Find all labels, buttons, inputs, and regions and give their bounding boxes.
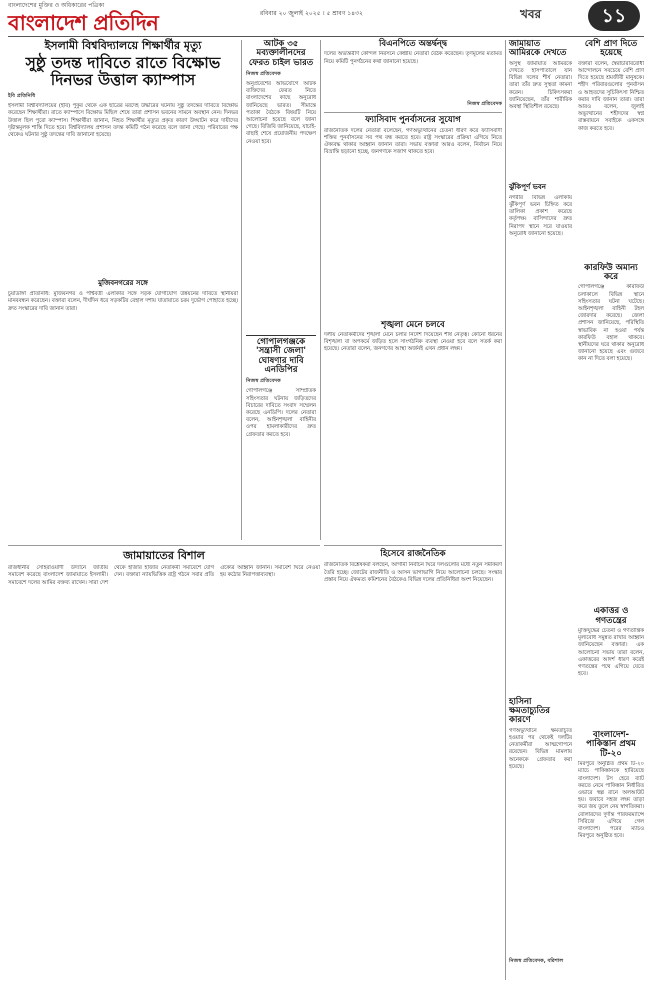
column-divider <box>241 40 242 540</box>
center-mid-headline: ফ্যাসিবাদ পুনর্বাসনের সুযোগ <box>365 115 461 126</box>
column-divider <box>320 40 321 540</box>
section-name: খবর <box>520 7 542 21</box>
newspaper-logo: বাংলাদেশ প্রতিদিন <box>8 11 159 35</box>
center-low-headline: শৃঙ্খলা মেনে চলবে <box>381 319 445 330</box>
ekattor-headline: একাত্তর ও গণতন্ত্রের <box>593 606 629 626</box>
gopalganj-body: গোপালগঞ্জে সাম্প্রতিক সহিংসতার ঘটনায় জড়িতদের বিচারের দাবিতে সংবাদ সম্মেলন করেছে এনডিপি। দলের নেতারা বলেন, আইনশৃঙ্খলা বাহিনীর ওপর হামলাকারীদের দ্রুত গ্রেফতার করতে হবে। <box>246 388 316 438</box>
masthead-tagline: বাংলাদেশের মুক্তির ও অধিকারের পত্রিকা <box>8 2 105 9</box>
center-bottom-story <box>324 550 502 967</box>
jamaat-story <box>8 550 320 970</box>
jamaat-body: রাজধানীর সোহরাওয়ার্দী উদ্যানে জাতীয় সমাবেশ করেছে বাংলাদেশ জামায়াতে ইসলামী। সমাবেশে দলের আমির বক্তব্য রাখেন। সারা দেশ থেকে হাজার হাজার নেতাকর্মী সমাবেশে যোগ দেন। বক্তারা ন্যায়ভিত্তিক রাষ্ট্র গঠনে সবার প্রতি ঐক্যের আহ্বান জানান। সমাবেশ ঘিরে নেওয়া হয় কঠোর নিরাপত্তাব্যবস্থা। <box>8 565 320 586</box>
hasina-byline: নিজস্ব প্রতিবেদক, বরিশাল <box>509 957 564 964</box>
col2-byline: নিজস্ব প্রতিবেদক <box>246 71 281 78</box>
lead-body: ইসলামী বিশ্ববিদ্যালয়ের (ইবি) পুকুর থেকে এক ছাত্রের মরদেহ উদ্ধারের ঘটনায় সুষ্ঠু তদন্তের দাবিতে বিক্ষোভ করেছেন শিক্ষার্থীরা। রাতে ক্যাম্পাসে বিক্ষোভ মিছিল শেষে তারা প্রশাসন ভবনের সামনে অবস্থান নেন। দিনভর উত্তাল ছিল পুরো ক্যাম্পাস। শিক্ষার্থীরা জানান, নিহত শিক্ষার্থীর মৃত্যুর প্রকৃত কারণ উদ্ঘাটন করে দায়ীদের দৃষ্টান্তমূলক শাস্তি দিতে হবে। বিশ্ববিদ্যালয় প্রশাসন তদন্ত কমিটি গঠন করেছে বলে জানা গেছে। পরিবারের পক্ষ থেকেও ঘটনার সুষ্ঠু তদন্তের দাবি জানানো হয়েছে। <box>8 103 238 138</box>
center-bottom-headline: হিসেবে রাজনৈতিক <box>380 549 446 559</box>
jamaat-headline: জামায়াতের বিশাল <box>123 549 205 562</box>
hasina-body: গণঅভ্যুত্থানে ক্ষমতাচ্যুত হওয়ার পর থেকেই দলটির নেতাকর্মীরা আত্মগোপনে রয়েছেন। বিভিন্ন মামলায় অনেককে গ্রেফতার করা হয়েছে। <box>509 727 572 770</box>
center-low-body: দলীয় নেতাকর্মীদের শৃঙ্খলা মেনে চলার নির্দেশ দিয়েছেন শীর্ষ নেতৃত্ব। কোনো ধরনের বিশৃঙ্খলা বা অপকর্মে জড়িত হলে সাংগঠনিক ব্যবস্থা নেওয়া হবে বলে সতর্ক করা হয়েছে। নেতারা বলেন, জনগণের আস্থা অর্জনই এখন প্রধান লক্ষ্য। <box>324 332 502 353</box>
lead-byline: ইবি প্রতিনিধি <box>8 93 36 100</box>
jamaat-amir-headline: জামায়াত আমিরকে দেখতে <box>509 39 567 59</box>
center-bottom-body: রাজনৈতিক বিশ্লেষকরা বলছেন, আগামী নির্বাচন ঘিরে দলগুলোর মধ্যে নতুন সমীকরণ তৈরি হচ্ছে। জোটের রাজনীতি ও আসন ভাগাভাগি নিয়ে আলোচনা চলছে। সংস্কার প্রস্তাব নিয়ে ঐকমত্য কমিশনের বৈঠকেও বিভিন্ন দলের প্রতিনিধিরা অংশ নিয়েছেন। <box>324 562 502 583</box>
lead-kicker: ইসলামী বিশ্ববিদ্যালয়ে শিক্ষার্থীর মৃত্যু <box>44 39 202 52</box>
jamaat-amir-body: অসুস্থ জামায়াত আমিরকে দেখতে হাসপাতালে যান বিভিন্ন দলের শীর্ষ নেতারা। তারা তাঁর দ্রুত সুস্থতা কামনা করেন। চিকিৎসকরা জানিয়েছেন, তাঁর শারীরিক অবস্থা স্থিতিশীল রয়েছে। <box>509 60 572 110</box>
cricket-body: মিরপুরে অনুষ্ঠিত প্রথম টি-২০ ম্যাচে পাকিস্তানকে হারিয়েছে বাংলাদেশ। টস হেরে ব্যাট করতে নেমে পাকিস্তান নির্ধারিত ওভারে স্বল্প রানে অলআউট হয়। জবাবে সহজ লক্ষ্য তাড়া করে জয় তুলে নেয় স্বাগতিকরা। বোলারদের দুর্দান্ত পারফরম্যান্সে সিরিজে এগিয়ে গেল বাংলাদেশ। পরের ম্যাচও মিরপুরে অনুষ্ঠিত হবে। <box>578 761 644 840</box>
col2-story <box>246 40 316 518</box>
lead-subhead: মুজিবনগরের সঙ্গে <box>98 279 148 288</box>
center-top-body: দলের অভ্যন্তরীণ কোন্দল নিরসনে কেন্দ্রীয় নেতারা বৈঠক করেছেন। তৃণমূলের মতামত নিয়ে কমিটি পুনর্গঠনের কথা জানানো হয়েছে। <box>324 51 502 65</box>
col2-headline: আটক ৩৫ মব্যক্তালীনদের ফেরত চাইল ভারত <box>248 39 314 68</box>
dateline: রবিবার ২০ জুলাই ২০২৫ । ৫ শ্রাবণ ১৪৩২ <box>260 10 363 17</box>
center-top-headline: বিএনপিতে অন্তর্দ্বন্দ্ব <box>378 39 448 49</box>
gopalganj-byline: নিজস্ব প্রতিবেদক <box>246 378 281 385</box>
center-top-story <box>324 40 502 502</box>
building-body: নগরীর বিভিন্ন এলাকায় ঝুঁকিপূর্ণ ভবন চিহ্নিত করে তালিকা প্রকাশ করেছে কর্তৃপক্ষ। বাসিন্দাদের দ্রুত নিরাপদ স্থানে সরে যাওয়ার অনুরোধ জানানো হয়েছে। <box>509 194 572 237</box>
curfew-headline: কারফিউ অমান্য করে <box>584 262 638 283</box>
section-divider <box>324 545 502 546</box>
right-b-body: বক্তারা বলেন, স্বৈরাচারবিরোধী আন্দোলনে সবচেয়ে বেশি প্রাণ দিতে হয়েছে শ্রমজীবী মানুষকে। শহীদ পরিবারগুলোর পুনর্বাসন ও আহতদের সুচিকিৎসা নিশ্চিত করার দাবি জানান তারা। তারা আরও বলেন, জুলাই অভ্যুত্থানের শহীদদের স্বপ্ন বাস্তবায়নে সবাইকে একসঙ্গে কাজ করতে হবে। <box>578 60 644 132</box>
masthead-rule <box>8 36 644 37</box>
lead-body-2: চুয়াডাঙ্গা প্রতিনিধি: মুজিবনগর ও পার্শ্ববর্তী এলাকার সঙ্গে সড়ক যোগাযোগ উন্নয়নের দাবিতে স্থানীয়রা মানববন্ধন করেছেন। বক্তারা বলেন, দীর্ঘদিন ধরে সড়কটির বেহাল দশায় যাতায়াতে চরম দুর্ভোগ পোহাতে হচ্ছে। দ্রুত সংস্কারের দাবি জানান তারা। <box>8 291 238 312</box>
curfew-body: গোপালগঞ্জে কারফিউ চলাকালে বিভিন্ন স্থানে সহিংসতার ঘটনা ঘটেছে। আইনশৃঙ্খলা বাহিনী টহল জোরদার করেছে। জেলা প্রশাসন জানিয়েছে, পরিস্থিতি স্বাভাবিক না হওয়া পর্যন্ত কারফিউ বহাল থাকবে। স্থানীয়দের ঘরে থাকার অনুরোধ জানানো হয়েছে এবং গুজবে কান না দিতে বলা হয়েছে। <box>578 284 644 363</box>
hasina-headline: হাসিনা ক্ষমতাচ্যুতির কারণে <box>509 696 550 726</box>
center-top-byline: নিজস্ব প্রতিবেদক <box>467 101 502 108</box>
section-divider <box>8 545 320 546</box>
right-col-b <box>578 40 644 921</box>
right-b-headline: বেশি প্রাণ দিতে হয়েছে <box>584 39 638 59</box>
ekattor-body: মুক্তিযুদ্ধের চেতনা ও গণতান্ত্রিক মূল্যবোধ সমুন্নত রাখার আহ্বান জানিয়েছেন বক্তারা। এক আলোচনা সভায় তারা বলেন, একাত্তরের আদর্শ ধারণ করেই গণতন্ত্রের পথে এগিয়ে যেতে হবে। <box>578 628 644 678</box>
lead-headline: সুষ্ঠু তদন্ত দাবিতে রাতে বিক্ষোভ দিনভর উত্তাল ক্যাম্পাস <box>25 54 221 90</box>
building-subhead: ঝুঁকিপূর্ণ ভবন <box>509 182 546 191</box>
lead-story <box>8 40 238 561</box>
column-divider <box>505 40 506 980</box>
center-mid-body: রাজনৈতিক দলের নেতারা বলেছেন, গণঅভ্যুত্থানের চেতনা ধারণ করে ফ্যাসিবাদী শক্তির পুনর্বাসনের সব পথ বন্ধ করতে হবে। রাষ্ট্র সংস্কারের প্রক্রিয়া এগিয়ে নিতে ঐক্যবদ্ধ থাকার আহ্বান জানান তারা। সভায় বক্তারা আরও বলেন, নির্বাচন নিয়ে বিভ্রান্তি ছড়ানো হচ্ছে, জনগণকে সজাগ থাকতে হবে। <box>324 127 502 156</box>
page-number-badge: ১১ <box>588 1 640 31</box>
gopalganj-headline: গোপালগঞ্জকে 'সন্ত্রাসী জেলা' ঘোষণার দাবি এনডিপির <box>255 337 307 376</box>
right-col-a <box>509 40 572 966</box>
col2-body: অনুপ্রবেশের অভিযোগে আটক ব্যক্তিদের ফেরত নিতে বাংলাদেশের কাছে অনুরোধ জানিয়েছে ভারত। সীমান্তে পতাকা বৈঠকে বিষয়টি নিয়ে আলোচনা হয়েছে বলে জানা গেছে। বিজিবি জানিয়েছে, যাচাই-বাছাই শেষে প্রয়োজনীয় পদক্ষেপ নেওয়া হবে। <box>246 81 316 145</box>
cricket-headline: বাংলাদেশ-পাকিস্তান প্রথম টি-২০ <box>586 730 636 759</box>
